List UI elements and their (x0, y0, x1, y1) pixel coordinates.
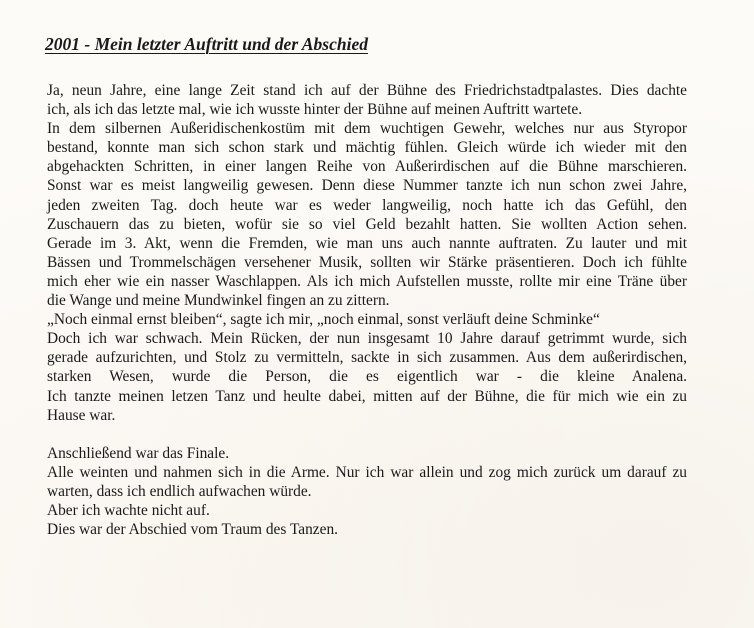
text-line: jeden zweiten Tag. doch heute war es weder langweilig, noch hatte ich das Gefühl, den (47, 196, 687, 214)
text-line: starken Wesen, wurde die Person, die es eigentlich war - die kleine Analena. (47, 368, 687, 386)
text-line: ich, als ich das letzte mal, wie ich wusste hinter der Bühne auf meinen Auftritt wartete. (47, 101, 583, 119)
text-line: gerade aufzurichten, und Stolz zu vermitteln, sackte in sich zusammen. Aus dem außerirdischen, (47, 349, 687, 367)
text-line: Aber ich wachte nicht auf. (47, 502, 210, 520)
text-line: mich eher wie ein nasser Waschlappen. Als ich mich Aufstellen musste, rollte mir eine Träne über (47, 272, 687, 290)
document-title: 2001 - Mein letzter Auftritt und der Abschied (45, 34, 368, 54)
paragraph-gap (47, 425, 687, 444)
text-line: Alle weinten und nahmen sich in die Arme. Nur ich war allein und zog mich zurück um darauf zu (47, 463, 687, 481)
text-line: warten, dass ich endlich aufwachen würde. (47, 482, 312, 500)
text-line: In dem silbernen Außeridischenkostüm mit dem wuchtigen Gewehr, welches nur aus Styropor (47, 120, 687, 138)
text-line: Ja, neun Jahre, eine lange Zeit stand ich auf der Bühne des Friedrichstadtpalastes. Dies dachte (47, 82, 687, 99)
text-line: Dies war der Abschied vom Traum des Tanzen. (47, 521, 339, 539)
text-line: die Wange und meine Mundwinkel fingen an zu zittern. (47, 292, 390, 310)
text-line: abgehackten Schritten, in einer langen Reihe von Außerirdischen auf die Bühne marschieren. (47, 158, 687, 176)
document-body (47, 81, 687, 539)
text-line: „Noch einmal ernst bleiben“, sagte ich mir, „noch einmal, sonst verläuft deine Schminke“ (47, 311, 600, 329)
text-line: Hause war. (47, 406, 116, 424)
text-line: Gerade im 3. Akt, wenn die Fremden, wie man uns auch nannte auftraten. Zu lauter und mit (47, 234, 687, 252)
text-line: Sonst war es meist langweilig gewesen. Denn diese Nummer tanzte ich nun schon zwei Jahre, (47, 177, 687, 195)
text-line: bestand, konnte man sich schon stark und mächtig fühlen. Gleich würde ich wieder mit den (47, 139, 687, 157)
text-line: Anschließend war das Finale. (47, 444, 230, 462)
text-line: Ich tanzte meinen letzen Tanz und heulte dabei, mitten auf der Bühne, die für mich wie ein zu (47, 387, 687, 405)
text-line: Doch ich war schwach. Mein Rücken, der nun insgesamt 10 Jahre darauf getrimmt wurde, sich (47, 330, 687, 348)
text-line: Zuschauern das zu bieten, wofür sie so viel Geld bezahlt hatten. Sie wollten Action sehen. (47, 215, 687, 233)
text-line: Bässen und Trommelschägen versehener Musik, sollten wir Stärke präsentieren. Doch ich fühlte (47, 253, 687, 271)
